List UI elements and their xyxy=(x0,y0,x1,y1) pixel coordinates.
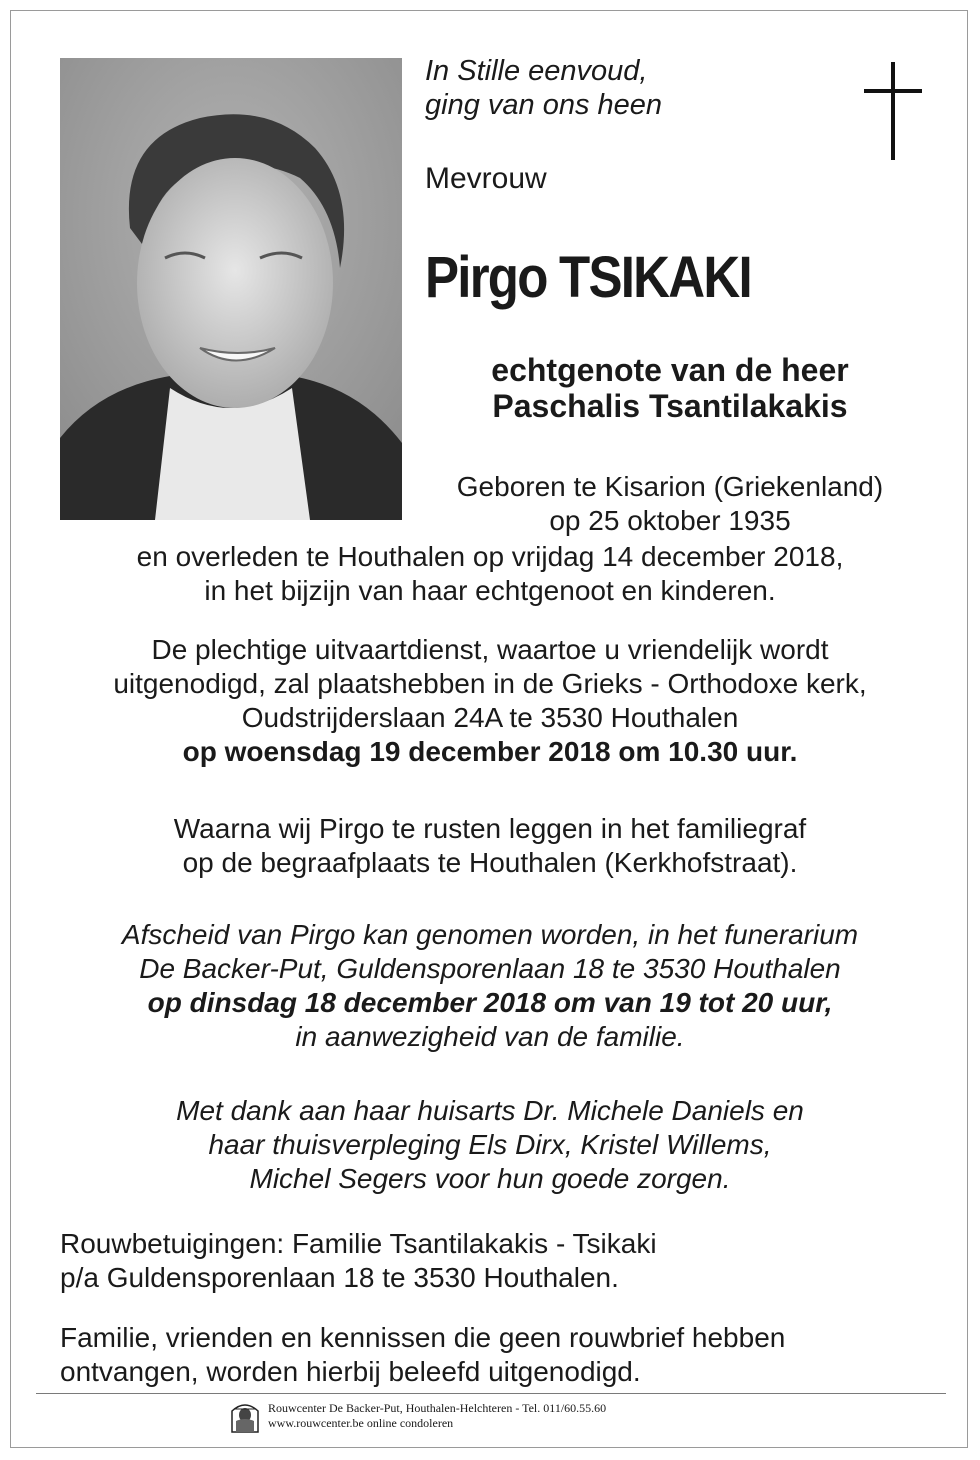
thanks-line: Met dank aan haar huisarts Dr. Michele Daniels en xyxy=(176,1095,804,1126)
spouse-line: echtgenote van de heer xyxy=(491,352,849,388)
funeral-home-logo-icon xyxy=(228,1399,262,1433)
cross-icon xyxy=(864,62,922,160)
service-date: op woensdag 19 december 2018 om 10.30 uur. xyxy=(182,736,798,767)
service-text xyxy=(30,633,950,769)
farewell-date: op dinsdag 18 december 2018 om van 19 tot 20 uur, xyxy=(147,987,833,1018)
footer-link[interactable]: www.rouwcenter.be online condoleren xyxy=(268,1416,454,1430)
invitation-line: ontvangen, worden hierbij beleefd uitgenodigd. xyxy=(60,1356,641,1387)
service-line: uitgenodigd, zal plaatshebben in de Grieks - Orthodoxe kerk, xyxy=(113,668,867,699)
invitation-text xyxy=(60,1321,785,1389)
thanks-text xyxy=(30,1094,950,1196)
deceased-name: Pirgo TSIKAKI xyxy=(425,245,751,310)
footer-line: Rouwcenter De Backer-Put, Houthalen-Helchteren - Tel. 011/60.55.60 xyxy=(268,1401,607,1415)
intro-line: ging van ons heen xyxy=(425,89,663,121)
birth-text xyxy=(420,470,920,538)
death-line: en overleden te Houthalen op vrijdag 14 december 2018, xyxy=(136,541,844,572)
service-line: De plechtige uitvaartdienst, waartoe u vriendelijk wordt xyxy=(151,634,829,665)
footer-divider xyxy=(36,1393,946,1394)
condolences-text xyxy=(60,1227,657,1295)
birth-line: op 25 oktober 1935 xyxy=(549,505,791,536)
death-text xyxy=(30,540,950,608)
farewell-line: De Backer-Put, Guldensporenlaan 18 te 3530 Houthalen xyxy=(139,953,841,984)
burial-text xyxy=(30,812,950,880)
birth-line: Geboren te Kisarion (Griekenland) xyxy=(456,471,884,502)
intro-line: In Stille eenvoud, xyxy=(425,55,648,87)
condolences-line: p/a Guldensporenlaan 18 te 3530 Houthalen. xyxy=(60,1262,619,1293)
spouse-line: Paschalis Tsantilakakis xyxy=(492,388,848,424)
farewell-line: in aanwezigheid van de familie. xyxy=(295,1021,685,1052)
farewell-text xyxy=(30,918,950,1054)
title-word: Mevrouw xyxy=(425,162,547,195)
farewell-line: Afscheid van Pirgo kan genomen worden, in het funerarium xyxy=(121,919,859,950)
spouse-text xyxy=(425,352,915,424)
condolences-line: Rouwbetuigingen: Familie Tsantilakakis - Tsikaki xyxy=(60,1228,657,1259)
burial-line: op de begraafplaats te Houthalen (Kerkhofstraat). xyxy=(182,847,798,878)
burial-line: Waarna wij Pirgo te rusten leggen in het familiegraf xyxy=(173,813,807,844)
portrait-photo xyxy=(60,58,402,520)
invitation-line: Familie, vrienden en kennissen die geen rouwbrief hebben xyxy=(60,1322,786,1353)
service-line: Oudstrijderslaan 24A te 3530 Houthalen xyxy=(241,702,739,733)
intro-text xyxy=(425,54,662,122)
death-line: in het bijzijn van haar echtgenoot en kinderen. xyxy=(204,575,776,606)
thanks-line: Michel Segers voor hun goede zorgen. xyxy=(249,1163,731,1194)
thanks-line: haar thuisverpleging Els Dirx, Kristel Willems, xyxy=(208,1129,772,1160)
